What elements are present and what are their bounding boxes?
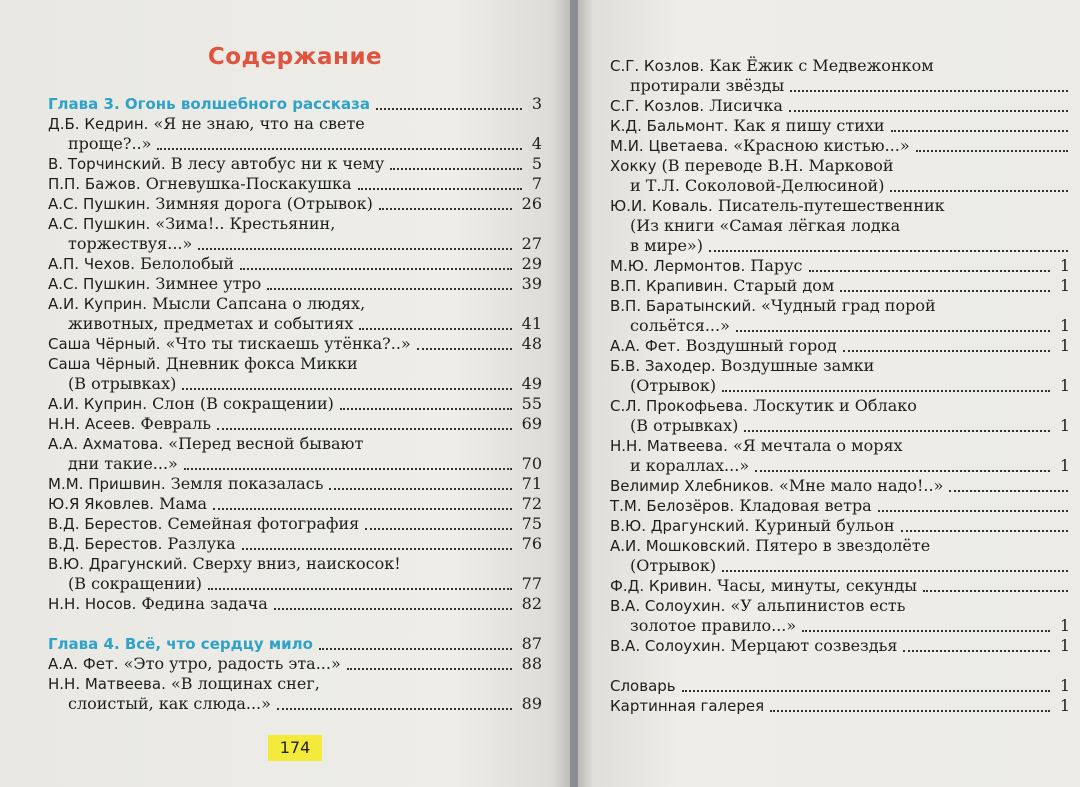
toc-entry [610,436,1070,456]
dot-leader [390,168,522,170]
entry-author: А.А. Фет. [610,337,681,355]
toc-entry [48,394,542,414]
entry-title: Пятеро в звездолёте [755,536,931,555]
entry-author: А.А. Ахматова. [48,435,164,453]
entry-page-number: 1 [1059,256,1070,275]
entry-author: А.И. Мошковский. [610,537,751,555]
toc-entry [610,676,1070,696]
entry-title: животных, предметах и событиях [68,314,354,333]
dot-leader [949,490,1068,492]
entry-page-number: 1 [1059,336,1070,355]
toc-entry [610,636,1070,656]
toc-entry [48,694,542,714]
entry-title: «Я не знаю, что на свете [153,114,365,133]
entry-title: Часы, минуты, секунды [717,576,917,595]
entry-title: торжествуя...» [68,234,193,253]
entry-title: Разлука [167,534,236,553]
toc-entry [610,416,1070,436]
dot-leader [901,530,1068,532]
entry-author: Т.М. Белозёров. [610,497,735,515]
entry-page-number: 1 [1059,416,1070,435]
toc-entry [610,256,1070,276]
toc-entry [610,276,1070,296]
entry-title: Как Ёжик с Медвежонком [709,56,934,75]
entry-author: В.Ю. Драгунский. [48,555,188,573]
toc-entry [610,76,1070,96]
entry-author: В.Д. Берестов. [48,515,163,533]
entry-title: В лесу автобус ни к чему [170,154,385,173]
toc-entry [610,216,1070,236]
dot-leader [184,468,512,470]
entry-author: Ю.Я Яковлев. [48,495,155,513]
entry-title: Кладовая ветра [739,496,872,515]
entry-title: Земля показалась [170,474,324,493]
toc-entry [610,56,1070,76]
dot-leader [376,108,522,110]
dot-leader [790,90,1068,92]
dot-leader [890,190,1068,192]
entry-author: Ю.И. Коваль. [610,197,713,215]
entry-author: В.П. Крапивин. [610,277,728,295]
entry-title: Белолобый [140,254,234,273]
entry-page-number: 49 [521,374,542,393]
toc-entry [48,314,542,334]
dot-leader [182,388,511,390]
toc-entry [48,474,542,494]
toc-entry [610,236,1070,256]
dot-leader [267,288,511,290]
dot-leader [903,650,1049,652]
dot-leader [770,710,1050,712]
dot-leader [722,390,1050,392]
dot-leader [365,528,511,530]
dot-leader [358,188,522,190]
entry-author: Н.Н. Носов. [48,595,137,613]
entry-page-number: 7 [531,174,542,193]
entry-page-number: 1 [1059,456,1070,475]
entry-author: А.И. Куприн. [48,295,147,313]
entry-author: А.С. Пушкин. [48,275,151,293]
toc-entry [48,594,542,614]
chapter-heading [48,634,542,654]
entry-title: Словарь [610,677,676,695]
entry-title: Слон (В сокращении) [152,394,334,413]
entry-title: золотое правило...» [630,616,797,635]
entry-author: М.И. Цветаева. [610,137,729,155]
toc-entry [48,154,542,174]
dot-leader [744,430,1049,432]
dot-leader [840,290,1049,292]
entry-page-number: 27 [521,234,542,253]
entry-title: и кораллах...» [630,456,750,475]
dot-leader [242,548,512,550]
entry-title: «У альпинистов есть [730,596,906,615]
entry-title: протирали звёзды [630,76,785,95]
entry-page-number: 77 [521,574,542,593]
entry-title: «Что ты тискаешь утёнка?..» [165,334,411,353]
entry-author: М.Ю. Лермонтов. [610,257,746,275]
entry-title: «Я мечтала о морях [732,436,903,455]
toc-entry [48,294,542,314]
dot-leader [274,608,512,610]
entry-author: С.Г. Козлов. [610,57,705,75]
entry-author: А.С. Пушкин. [48,195,151,213]
toc-entry [610,456,1070,476]
entry-title: проще?..» [68,134,152,153]
entry-author: Д.Б. Кедрин. [48,115,149,133]
dot-leader [359,328,511,330]
dot-leader [843,350,1050,352]
dot-leader [722,570,1068,572]
toc-entry [48,254,542,274]
entry-title: Дневник фокса Микки [165,354,358,373]
chapter-title: Глава 3. Огонь волшебного рассказа [48,95,371,113]
toc-entry [48,654,542,674]
book-gutter [570,0,578,787]
entry-title: «Чудный град порой [761,296,936,315]
entry-title: Зимнее утро [155,274,262,293]
toc-entry [610,116,1070,136]
dot-leader [755,470,1050,472]
entry-title: слоистый, как слюда...» [68,694,271,713]
entry-title: дни такие...» [68,454,178,473]
entry-author: К.Д. Бальмонт. [610,117,729,135]
entry-author: В.Д. Берестов. [48,535,163,553]
entry-page-number: 55 [521,394,542,413]
right-page [578,0,1080,787]
entry-title: «Красною кистью...» [733,136,910,155]
entry-page-number: 70 [521,454,542,473]
entry-title: и Т.Л. Соколовой-Делюсиной) [630,176,885,195]
entry-title: Писатель-путешественник [717,196,945,215]
toc-entry [48,414,542,434]
page-title: Содержание [207,44,383,70]
toc-entry [48,494,542,514]
dot-leader [891,130,1068,132]
entry-author: П.П. Бажов. [48,175,141,193]
entry-title: Воздушные замки [720,356,875,375]
entry-title: (В отрывках) [68,374,177,393]
entry-title: Мерцают созвездья [730,636,898,655]
entry-page-number: 75 [521,514,542,533]
toc-entry [610,136,1070,156]
entry-author: Б.В. Заходер. [610,357,716,375]
entry-author: В.Ю. Драгунский. [610,517,750,535]
entry-title: (Из книги «Самая лёгкая лодка [630,216,901,235]
entry-page-number: 69 [521,414,542,433]
toc-entry [610,556,1070,576]
toc-entry [610,536,1070,556]
entry-author: А.П. Чехов. [48,255,136,273]
chapter-title: Глава 4. Всё, что сердцу мило [48,635,313,653]
dot-leader [217,428,512,430]
entry-page-number: 1 [1059,636,1070,655]
entry-author: Хокку [610,157,657,175]
toc-entry [610,316,1070,336]
entry-page-number: 82 [521,594,542,613]
dot-leader [277,708,512,710]
dot-leader [213,508,512,510]
entry-page-number: 72 [521,494,542,513]
entry-title: Семейная фотография [167,514,360,533]
entry-title: «Мне мало надо!..» [779,476,944,495]
toc-entry [48,274,542,294]
entry-title: Парус [750,256,803,275]
toc-entry [610,496,1070,516]
toc-entry [610,296,1070,316]
dot-leader [340,408,512,410]
entry-title: Лоскутик и Облако [753,396,917,415]
dot-leader [878,510,1068,512]
toc-entry [48,674,542,694]
entry-title: «Зима!.. Крестьянин, [155,214,336,233]
toc-entry [610,696,1070,716]
toc-entry [48,534,542,554]
dot-leader [240,268,512,270]
entry-page-number: 87 [521,634,542,653]
toc-entry [48,214,542,234]
toc-entry [48,134,542,154]
entry-author: В.П. Баратынский. [610,297,757,315]
entry-title: (Отрывок) [630,556,717,575]
chapter-heading [48,94,542,114]
toc-entry [48,554,542,574]
entry-title: «Это утро, радость эта...» [123,654,341,673]
entry-page-number: 5 [531,154,542,173]
toc-entry [610,596,1070,616]
entry-page-number: 1 [1059,676,1070,695]
dot-leader [417,348,512,350]
entry-page-number: 41 [521,314,542,333]
toc-entry [48,454,542,474]
entry-page-number: 1 [1059,316,1070,335]
toc-entry [610,196,1070,216]
toc-entry [48,434,542,454]
dot-leader [347,668,512,670]
entry-page-number: 1 [1059,376,1070,395]
dot-leader [682,690,1050,692]
entry-page-number: 89 [521,694,542,713]
entry-title: Зимняя дорога (Отрывок) [155,194,373,213]
entry-title: Картинная галерея [610,697,765,715]
dot-leader [736,330,1050,332]
toc-entry [610,516,1070,536]
entry-author: В. Торчинский. [48,155,166,173]
entry-title: сольётся...» [630,316,730,335]
entry-page-number: 3 [531,94,542,113]
toc-entry [48,574,542,594]
toc-entry [610,96,1070,116]
toc-entry [610,576,1070,596]
entry-title: Федина задача [141,594,268,613]
dot-leader [789,110,1068,112]
entry-title: «Перед весной бывают [168,434,364,453]
entry-page-number: 1 [1059,616,1070,635]
entry-author: С.Л. Прокофьева. [610,397,748,415]
entry-page-number: 39 [521,274,542,293]
entry-author: С.Г. Козлов. [610,97,705,115]
page-number-badge: 174 [268,735,322,761]
toc-entry [610,396,1070,416]
entry-author: Н.Н. Матвеева. [48,675,166,693]
entry-title: «В лощинах снег, [170,674,320,693]
entry-author: А.И. Куприн. [48,395,147,413]
entry-page-number: 4 [531,134,542,153]
toc-entry [48,354,542,374]
dot-leader [157,148,521,150]
dot-leader [709,250,1068,252]
entry-title: (В переводе В.Н. Марковой [661,156,894,175]
toc-entry [610,336,1070,356]
entry-page-number: 48 [521,334,542,353]
toc-entry [48,234,542,254]
entry-title: Лисичка [709,96,783,115]
toc-entry [48,374,542,394]
entry-title: Воздушный город [685,336,837,355]
entry-title: Мысли Сапсана о людях, [152,294,366,313]
entry-page-number: 1 [1059,696,1070,715]
toc-entry [610,476,1070,496]
toc-entry [610,156,1070,176]
entry-page-number: 26 [521,194,542,213]
toc-entry [48,114,542,134]
entry-title: (Отрывок) [630,376,717,395]
entry-title: (В отрывках) [630,416,739,435]
entry-page-number: 76 [521,534,542,553]
toc-entry [610,356,1070,376]
entry-title: Старый дом [733,276,835,295]
entry-title: (В сокращении) [68,574,203,593]
dot-leader [198,248,511,250]
dot-leader [916,150,1068,152]
entry-author: Саша Чёрный. [48,335,161,353]
toc-entry [610,616,1070,636]
dot-leader [329,488,511,490]
dot-leader [923,590,1068,592]
toc-entry [48,174,542,194]
entry-page-number: 29 [521,254,542,273]
dot-leader [319,648,512,650]
entry-author: Н.Н. Асеев. [48,415,136,433]
dot-leader [802,630,1050,632]
entry-author: Н.Н. Матвеева. [610,437,728,455]
dot-leader [208,588,512,590]
entry-author: А.С. Пушкин. [48,215,151,233]
toc-entry [610,376,1070,396]
dot-leader [809,270,1050,272]
entry-author: В.А. Солоухин. [610,637,726,655]
entry-title: Мама [159,494,208,513]
entry-author: В.А. Солоухин. [610,597,726,615]
entry-author: Велимир Хлебников. [610,477,774,495]
toc-entry [48,334,542,354]
entry-title: Февраль [140,414,211,433]
toc-entry [48,194,542,214]
entry-page-number: 88 [521,654,542,673]
entry-author: Ф.Д. Кривин. [610,577,713,595]
entry-title: в мире») [630,236,703,255]
entry-author: М.М. Пришвин. [48,475,166,493]
toc-entry [610,176,1070,196]
entry-title: Как я пишу стихи [733,116,885,135]
entry-page-number: 71 [521,474,542,493]
entry-author: А.А. Фет. [48,655,119,673]
dot-leader [379,208,512,210]
entry-page-number: 1 [1059,276,1070,295]
entry-title: Куриный бульон [754,516,895,535]
entry-title: Огневушка-Поскакушка [145,174,352,193]
entry-title: Сверху вниз, наискосок! [192,554,401,573]
toc-entry [48,514,542,534]
entry-author: Саша Чёрный. [48,355,161,373]
